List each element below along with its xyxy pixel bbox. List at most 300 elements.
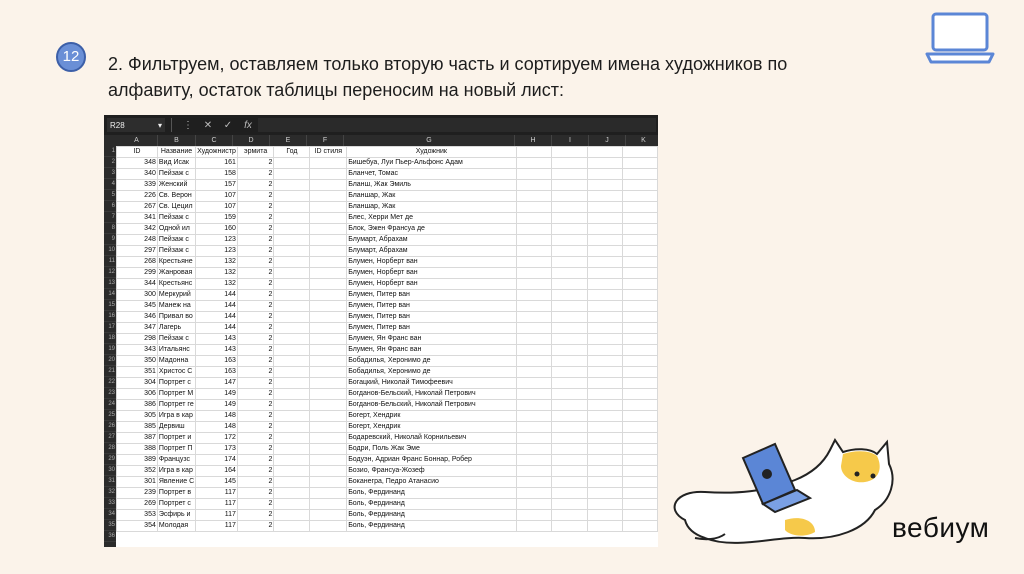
table-cell[interactable] xyxy=(274,279,310,290)
table-cell[interactable] xyxy=(274,323,310,334)
table-cell[interactable]: Женский xyxy=(157,180,195,191)
table-cell[interactable] xyxy=(274,268,310,279)
table-cell[interactable]: 305 xyxy=(117,411,158,422)
table-cell[interactable] xyxy=(516,191,552,202)
table-cell[interactable]: Богданов-Бельский, Николай Петрович xyxy=(347,389,516,400)
table-cell[interactable] xyxy=(310,422,347,433)
table-cell[interactable] xyxy=(587,488,623,499)
table-cell[interactable]: Бланшар, Жак xyxy=(347,191,516,202)
table-cell[interactable] xyxy=(310,378,347,389)
table-cell[interactable] xyxy=(623,455,658,466)
row-number[interactable]: 12 xyxy=(104,267,116,278)
table-cell[interactable] xyxy=(516,455,552,466)
row-number[interactable]: 4 xyxy=(104,179,116,190)
table-cell[interactable]: Блумен, Норберт ван xyxy=(347,268,516,279)
table-cell[interactable]: 2 xyxy=(237,202,274,213)
table-cell[interactable] xyxy=(274,290,310,301)
table-cell[interactable] xyxy=(587,323,623,334)
column-header-i[interactable]: I xyxy=(552,135,589,146)
table-cell[interactable]: Блок, Эжен Франсуа де xyxy=(347,224,516,235)
table-cell[interactable]: Эсфирь и xyxy=(157,510,195,521)
table-cell[interactable] xyxy=(310,466,347,477)
table-cell[interactable]: 299 xyxy=(117,268,158,279)
table-cell[interactable]: 164 xyxy=(196,466,238,477)
table-cell[interactable] xyxy=(310,444,347,455)
table-cell[interactable]: 2 xyxy=(237,477,274,488)
table-cell[interactable] xyxy=(552,411,588,422)
table-cell[interactable] xyxy=(552,367,588,378)
table-cell[interactable] xyxy=(274,510,310,521)
table-cell[interactable]: Богацкий, Николай Тимофеевич xyxy=(347,378,516,389)
table-cell[interactable] xyxy=(623,367,658,378)
table-cell[interactable]: эрмита xyxy=(237,147,274,158)
table-cell[interactable] xyxy=(623,180,658,191)
table-cell[interactable]: Богерт, Хендрик xyxy=(347,422,516,433)
table-cell[interactable] xyxy=(623,235,658,246)
table-cell[interactable]: Игра в кар xyxy=(157,411,195,422)
table-cell[interactable] xyxy=(516,290,552,301)
table-cell[interactable] xyxy=(516,235,552,246)
table-cell[interactable] xyxy=(274,257,310,268)
table-cell[interactable] xyxy=(310,279,347,290)
row-number[interactable]: 36 xyxy=(104,531,116,542)
table-cell[interactable]: Пейзаж с xyxy=(157,213,195,224)
table-cell[interactable] xyxy=(552,191,588,202)
table-cell[interactable]: 173 xyxy=(196,444,238,455)
table-cell[interactable]: 174 xyxy=(196,455,238,466)
table-cell[interactable]: 2 xyxy=(237,455,274,466)
table-cell[interactable]: 2 xyxy=(237,224,274,235)
table-cell[interactable] xyxy=(516,367,552,378)
table-cell[interactable] xyxy=(274,488,310,499)
table-cell[interactable]: Бодуэн, Адриан Франс Боннар, Робер xyxy=(347,455,516,466)
table-cell[interactable]: 2 xyxy=(237,158,274,169)
table-cell[interactable]: 148 xyxy=(196,422,238,433)
table-cell[interactable] xyxy=(310,257,347,268)
table-cell[interactable]: 297 xyxy=(117,246,158,257)
table-cell[interactable] xyxy=(516,356,552,367)
table-cell[interactable] xyxy=(587,213,623,224)
table-cell[interactable] xyxy=(274,389,310,400)
table-cell[interactable] xyxy=(516,202,552,213)
table-cell[interactable]: 2 xyxy=(237,279,274,290)
table-cell[interactable]: Лагерь xyxy=(157,323,195,334)
table-cell[interactable] xyxy=(516,466,552,477)
formula-input[interactable] xyxy=(258,118,656,132)
table-cell[interactable]: 159 xyxy=(196,213,238,224)
table-cell[interactable]: 144 xyxy=(196,323,238,334)
table-cell[interactable]: 2 xyxy=(237,290,274,301)
table-cell[interactable]: Год xyxy=(274,147,310,158)
table-cell[interactable] xyxy=(623,147,658,158)
table-cell[interactable] xyxy=(552,455,588,466)
table-cell[interactable]: 385 xyxy=(117,422,158,433)
table-cell[interactable]: Пейзаж с xyxy=(157,246,195,257)
table-cell[interactable]: Французс xyxy=(157,455,195,466)
table-cell[interactable] xyxy=(516,158,552,169)
table-cell[interactable] xyxy=(274,213,310,224)
table-cell[interactable] xyxy=(552,334,588,345)
row-number[interactable]: 7 xyxy=(104,212,116,223)
table-cell[interactable] xyxy=(516,499,552,510)
table-cell[interactable]: 2 xyxy=(237,213,274,224)
table-cell[interactable]: 2 xyxy=(237,312,274,323)
table-cell[interactable] xyxy=(516,477,552,488)
table-cell[interactable] xyxy=(552,158,588,169)
table-cell[interactable] xyxy=(310,499,347,510)
table-cell[interactable] xyxy=(623,521,658,532)
table-cell[interactable]: 2 xyxy=(237,169,274,180)
table-cell[interactable]: 149 xyxy=(196,400,238,411)
table-cell[interactable]: Одной ил xyxy=(157,224,195,235)
table-cell[interactable] xyxy=(274,235,310,246)
table-cell[interactable]: 123 xyxy=(196,246,238,257)
table-cell[interactable] xyxy=(587,158,623,169)
table-cell[interactable]: 160 xyxy=(196,224,238,235)
table-cell[interactable] xyxy=(587,521,623,532)
table-cell[interactable] xyxy=(274,477,310,488)
table-cell[interactable]: Портрет П xyxy=(157,444,195,455)
table-cell[interactable]: 2 xyxy=(237,422,274,433)
table-cell[interactable]: 117 xyxy=(196,521,238,532)
table-cell[interactable] xyxy=(623,510,658,521)
table-cell[interactable] xyxy=(552,235,588,246)
table-cell[interactable]: Блумен, Ян Франс ван xyxy=(347,334,516,345)
table-cell[interactable]: Богданов-Бельский, Николай Петрович xyxy=(347,400,516,411)
table-cell[interactable] xyxy=(623,246,658,257)
table-cell[interactable]: 388 xyxy=(117,444,158,455)
row-number[interactable]: 34 xyxy=(104,509,116,520)
table-cell[interactable]: 143 xyxy=(196,334,238,345)
table-cell[interactable]: 2 xyxy=(237,345,274,356)
table-cell[interactable] xyxy=(552,268,588,279)
table-cell[interactable] xyxy=(552,169,588,180)
table-cell[interactable] xyxy=(516,323,552,334)
table-cell[interactable] xyxy=(516,422,552,433)
table-cell[interactable] xyxy=(274,356,310,367)
row-number[interactable]: 5 xyxy=(104,190,116,201)
row-number[interactable]: 26 xyxy=(104,421,116,432)
table-cell[interactable]: 2 xyxy=(237,444,274,455)
table-cell[interactable]: Бланшар, Жак xyxy=(347,202,516,213)
table-cell[interactable] xyxy=(552,521,588,532)
table-cell[interactable] xyxy=(516,147,552,158)
table-cell[interactable]: 2 xyxy=(237,521,274,532)
table-cell[interactable] xyxy=(310,246,347,257)
table-cell[interactable] xyxy=(552,378,588,389)
table-cell[interactable]: 352 xyxy=(117,466,158,477)
table-cell[interactable] xyxy=(623,477,658,488)
table-cell[interactable] xyxy=(274,301,310,312)
table-cell[interactable] xyxy=(516,257,552,268)
table-cell[interactable] xyxy=(587,246,623,257)
table-cell[interactable] xyxy=(587,268,623,279)
table-cell[interactable]: Блумен, Норберт ван xyxy=(347,279,516,290)
table-cell[interactable] xyxy=(552,180,588,191)
table-cell[interactable]: 2 xyxy=(237,235,274,246)
table-cell[interactable] xyxy=(623,191,658,202)
table-cell[interactable]: ID стиля xyxy=(310,147,347,158)
table-cell[interactable]: 2 xyxy=(237,323,274,334)
table-cell[interactable] xyxy=(310,213,347,224)
table-cell[interactable] xyxy=(587,356,623,367)
table-cell[interactable] xyxy=(274,169,310,180)
table-cell[interactable]: Бодаревский, Николай Корнильевич xyxy=(347,433,516,444)
table-cell[interactable]: 346 xyxy=(117,312,158,323)
table-cell[interactable]: Христос С xyxy=(157,367,195,378)
column-header-b[interactable]: B xyxy=(158,135,196,146)
table-cell[interactable] xyxy=(623,213,658,224)
row-number[interactable]: 15 xyxy=(104,300,116,311)
table-cell[interactable] xyxy=(587,224,623,235)
menu-dots-icon[interactable]: ⋮ xyxy=(183,119,193,131)
table-cell[interactable]: Художник xyxy=(347,147,516,158)
table-cell[interactable] xyxy=(552,510,588,521)
table-cell[interactable] xyxy=(310,488,347,499)
table-cell[interactable]: Св. Верон xyxy=(157,191,195,202)
column-header-e[interactable]: E xyxy=(270,135,307,146)
table-cell[interactable] xyxy=(516,301,552,312)
row-number[interactable]: 13 xyxy=(104,278,116,289)
table-cell[interactable] xyxy=(587,312,623,323)
table-cell[interactable] xyxy=(274,202,310,213)
table-cell[interactable] xyxy=(587,202,623,213)
table-cell[interactable] xyxy=(516,268,552,279)
table-cell[interactable] xyxy=(274,521,310,532)
table-cell[interactable]: 117 xyxy=(196,510,238,521)
table-cell[interactable] xyxy=(552,466,588,477)
table-cell[interactable] xyxy=(623,224,658,235)
confirm-icon[interactable]: ✓ xyxy=(223,119,233,131)
table-cell[interactable]: Манеж на xyxy=(157,301,195,312)
table-cell[interactable]: 226 xyxy=(117,191,158,202)
table-cell[interactable] xyxy=(552,356,588,367)
row-number[interactable]: 31 xyxy=(104,476,116,487)
table-cell[interactable]: Портрет и xyxy=(157,433,195,444)
table-cell[interactable] xyxy=(623,378,658,389)
table-cell[interactable]: Портрет с xyxy=(157,499,195,510)
table-cell[interactable] xyxy=(310,224,347,235)
table-cell[interactable]: 2 xyxy=(237,499,274,510)
table-cell[interactable] xyxy=(552,422,588,433)
table-cell[interactable] xyxy=(623,400,658,411)
table-cell[interactable]: Блумен, Ян Франс ван xyxy=(347,345,516,356)
table-cell[interactable]: 107 xyxy=(196,202,238,213)
table-cell[interactable] xyxy=(310,301,347,312)
table-cell[interactable] xyxy=(274,422,310,433)
table-cell[interactable] xyxy=(623,158,658,169)
table-cell[interactable]: Портрет М xyxy=(157,389,195,400)
table-cell[interactable] xyxy=(310,411,347,422)
table-cell[interactable] xyxy=(587,235,623,246)
table-cell[interactable] xyxy=(274,180,310,191)
table-cell[interactable]: 386 xyxy=(117,400,158,411)
table-cell[interactable]: 347 xyxy=(117,323,158,334)
table-cell[interactable] xyxy=(310,191,347,202)
column-header-h[interactable]: H xyxy=(515,135,552,146)
table-cell[interactable]: Итальянс xyxy=(157,345,195,356)
table-cell[interactable] xyxy=(623,312,658,323)
table-cell[interactable]: 342 xyxy=(117,224,158,235)
table-cell[interactable]: Пейзаж с xyxy=(157,334,195,345)
table-cell[interactable]: 123 xyxy=(196,235,238,246)
table-cell[interactable]: 304 xyxy=(117,378,158,389)
cell-name-box[interactable] xyxy=(107,118,165,132)
table-cell[interactable]: Боканегра, Педро Атанасио xyxy=(347,477,516,488)
table-cell[interactable] xyxy=(587,466,623,477)
table-cell[interactable] xyxy=(310,389,347,400)
table-cell[interactable] xyxy=(516,213,552,224)
table-cell[interactable]: Блумарт, Абрахам xyxy=(347,235,516,246)
table-cell[interactable] xyxy=(552,389,588,400)
table-cell[interactable]: 300 xyxy=(117,290,158,301)
table-cell[interactable]: 345 xyxy=(117,301,158,312)
table-cell[interactable]: 2 xyxy=(237,191,274,202)
column-header-j[interactable]: J xyxy=(589,135,626,146)
table-cell[interactable]: 2 xyxy=(237,389,274,400)
table-cell[interactable]: Боль, Фердинанд xyxy=(347,521,516,532)
row-number[interactable]: 28 xyxy=(104,443,116,454)
table-cell[interactable] xyxy=(552,246,588,257)
table-cell[interactable]: 339 xyxy=(117,180,158,191)
table-cell[interactable] xyxy=(587,279,623,290)
row-number[interactable]: 32 xyxy=(104,487,116,498)
table-cell[interactable]: 350 xyxy=(117,356,158,367)
table-cell[interactable]: Портрет ге xyxy=(157,400,195,411)
table-cell[interactable]: 132 xyxy=(196,279,238,290)
table-cell[interactable] xyxy=(552,400,588,411)
table-cell[interactable]: 147 xyxy=(196,378,238,389)
table-cell[interactable] xyxy=(623,323,658,334)
table-cell[interactable] xyxy=(310,345,347,356)
table-cell[interactable] xyxy=(552,224,588,235)
table-cell[interactable] xyxy=(587,411,623,422)
table-cell[interactable] xyxy=(310,477,347,488)
table-cell[interactable] xyxy=(623,301,658,312)
row-number[interactable]: 16 xyxy=(104,311,116,322)
table-cell[interactable] xyxy=(274,444,310,455)
table-cell[interactable]: 2 xyxy=(237,334,274,345)
table-cell[interactable]: 239 xyxy=(117,488,158,499)
table-cell[interactable] xyxy=(587,510,623,521)
table-cell[interactable] xyxy=(623,422,658,433)
table-cell[interactable]: 306 xyxy=(117,389,158,400)
table-cell[interactable] xyxy=(587,345,623,356)
column-header-g[interactable]: G xyxy=(344,135,515,146)
table-cell[interactable]: 163 xyxy=(196,356,238,367)
table-cell[interactable] xyxy=(516,389,552,400)
table-cell[interactable]: Привал во xyxy=(157,312,195,323)
table-cell[interactable]: Бобадилья, Херонимо де xyxy=(347,356,516,367)
table-cell[interactable] xyxy=(516,444,552,455)
table-cell[interactable] xyxy=(552,433,588,444)
table-cell[interactable]: 144 xyxy=(196,301,238,312)
row-number[interactable]: 17 xyxy=(104,322,116,333)
table-cell[interactable]: Меркурий xyxy=(157,290,195,301)
table-cell[interactable]: Художнистр xyxy=(196,147,238,158)
table-cell[interactable] xyxy=(516,312,552,323)
table-cell[interactable]: Крестьянс xyxy=(157,279,195,290)
table-cell[interactable]: 2 xyxy=(237,488,274,499)
row-number[interactable]: 30 xyxy=(104,465,116,476)
row-number[interactable]: 24 xyxy=(104,399,116,410)
table-cell[interactable]: 2 xyxy=(237,301,274,312)
table-cell[interactable]: 248 xyxy=(117,235,158,246)
table-cell[interactable]: 132 xyxy=(196,268,238,279)
table-cell[interactable] xyxy=(552,312,588,323)
table-cell[interactable]: 148 xyxy=(196,411,238,422)
table-cell[interactable] xyxy=(274,411,310,422)
table-cell[interactable] xyxy=(516,488,552,499)
table-cell[interactable] xyxy=(552,301,588,312)
row-number[interactable]: 14 xyxy=(104,289,116,300)
table-cell[interactable]: 157 xyxy=(196,180,238,191)
table-cell[interactable]: Бозио, Франсуа-Жозеф xyxy=(347,466,516,477)
table-cell[interactable] xyxy=(587,147,623,158)
row-number[interactable]: 21 xyxy=(104,366,116,377)
table-cell[interactable] xyxy=(587,290,623,301)
table-cell[interactable] xyxy=(310,455,347,466)
table-cell[interactable]: Молодая xyxy=(157,521,195,532)
table-cell[interactable]: 353 xyxy=(117,510,158,521)
row-number[interactable]: 20 xyxy=(104,355,116,366)
table-cell[interactable] xyxy=(552,477,588,488)
row-number[interactable]: 35 xyxy=(104,520,116,531)
table-cell[interactable]: 143 xyxy=(196,345,238,356)
table-cell[interactable] xyxy=(552,290,588,301)
table-cell[interactable]: Св. Цецил xyxy=(157,202,195,213)
table-cell[interactable]: 161 xyxy=(196,158,238,169)
table-cell[interactable]: Бланш, Жак Эмиль xyxy=(347,180,516,191)
table-cell[interactable] xyxy=(623,202,658,213)
table-cell[interactable] xyxy=(516,334,552,345)
table-cell[interactable] xyxy=(587,433,623,444)
table-cell[interactable] xyxy=(274,433,310,444)
table-cell[interactable]: 2 xyxy=(237,400,274,411)
table-cell[interactable]: Бишебуа, Луи Пьер-Альфонс Адам xyxy=(347,158,516,169)
table-cell[interactable]: 341 xyxy=(117,213,158,224)
table-cell[interactable] xyxy=(587,422,623,433)
table-cell[interactable] xyxy=(587,191,623,202)
table-cell[interactable]: 301 xyxy=(117,477,158,488)
table-cell[interactable] xyxy=(623,411,658,422)
table-cell[interactable]: 2 xyxy=(237,367,274,378)
table-cell[interactable] xyxy=(623,169,658,180)
table-cell[interactable] xyxy=(587,400,623,411)
table-cell[interactable]: Название xyxy=(157,147,195,158)
table-cell[interactable] xyxy=(623,499,658,510)
table-cell[interactable]: Блумарт, Абрахам xyxy=(347,246,516,257)
table-cell[interactable] xyxy=(587,444,623,455)
table-cell[interactable]: 298 xyxy=(117,334,158,345)
table-cell[interactable]: Блумен, Питер ван xyxy=(347,323,516,334)
table-cell[interactable]: 2 xyxy=(237,257,274,268)
table-cell[interactable] xyxy=(310,323,347,334)
row-number[interactable]: 3 xyxy=(104,168,116,179)
cell-name-dropdown-icon[interactable]: ▾ xyxy=(157,120,162,130)
table-cell[interactable]: 172 xyxy=(196,433,238,444)
table-cell[interactable] xyxy=(310,268,347,279)
table-cell[interactable] xyxy=(587,367,623,378)
row-number[interactable]: 22 xyxy=(104,377,116,388)
table-cell[interactable] xyxy=(274,400,310,411)
table-cell[interactable]: 340 xyxy=(117,169,158,180)
column-header-k[interactable]: K xyxy=(626,135,658,146)
table-cell[interactable] xyxy=(623,356,658,367)
table-cell[interactable]: Портрет в xyxy=(157,488,195,499)
column-header-a[interactable]: A xyxy=(116,135,158,146)
table-cell[interactable]: 354 xyxy=(117,521,158,532)
